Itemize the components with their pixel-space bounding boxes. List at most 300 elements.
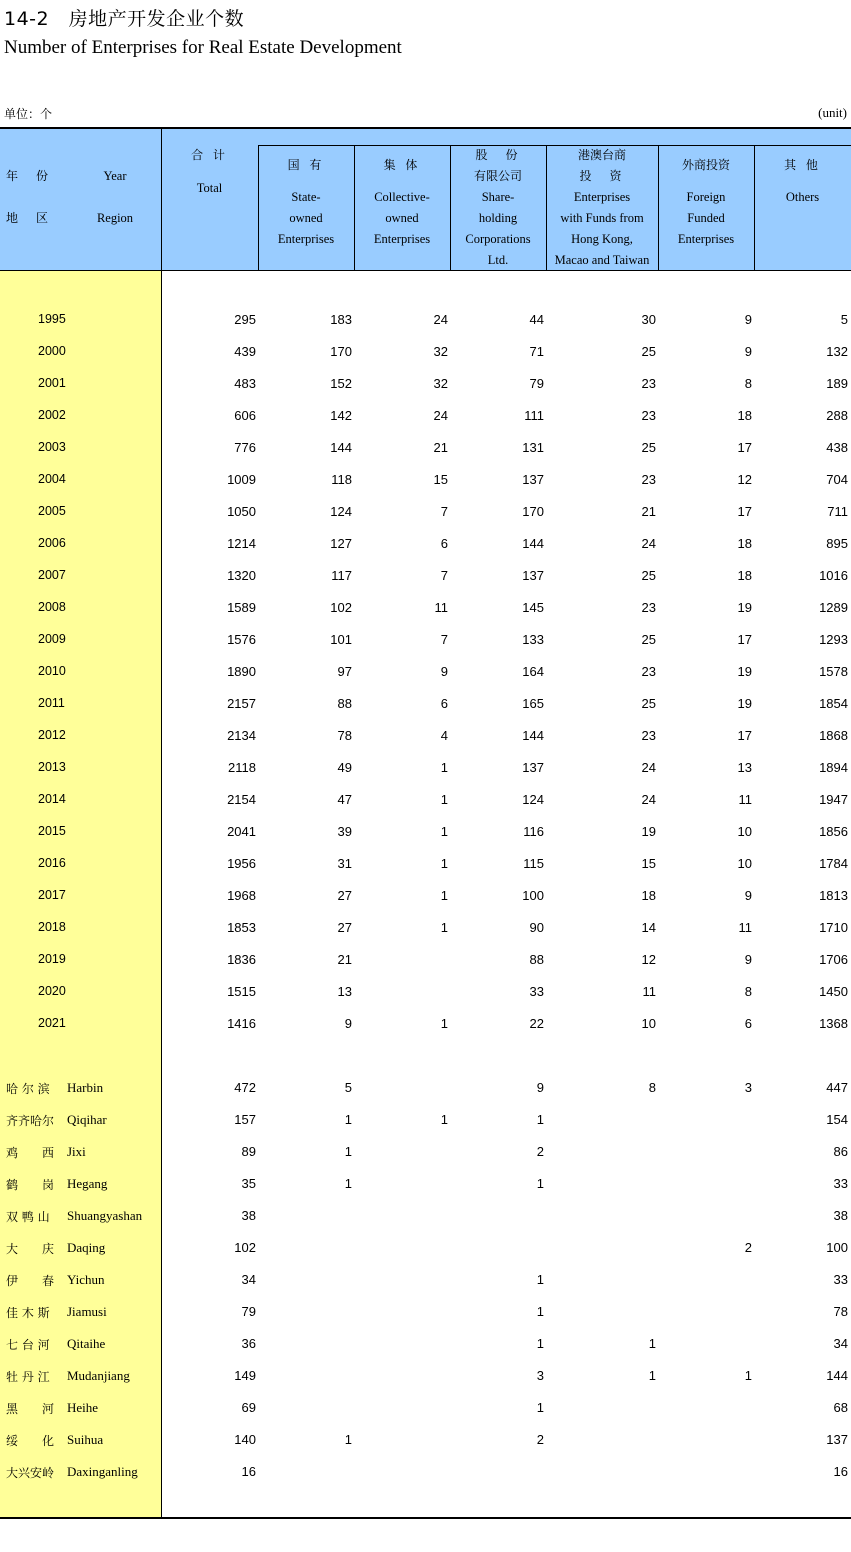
row-region-en: Daqing [67, 1240, 106, 1255]
table-title-cn: 14-2 房地产开发企业个数 [4, 8, 245, 30]
cell-foreign: 9 [744, 312, 752, 327]
row-year: 2019 [38, 952, 66, 966]
cell-foreign: 11 [738, 792, 752, 807]
table-row [0, 918, 851, 938]
cell-foreign: 10 [737, 856, 752, 871]
cell-others: 704 [826, 472, 848, 487]
column-header-state-cn: 国 有 [287, 158, 325, 172]
cell-others: 86 [833, 1144, 848, 1159]
table-row [0, 1142, 851, 1162]
table-row [0, 1110, 851, 1130]
cell-share: 100 [522, 888, 544, 903]
column-header-collective-cn: 集 体 [383, 158, 421, 172]
table-row [0, 886, 851, 906]
cell-state: 127 [330, 536, 352, 551]
cell-foreign: 9 [744, 344, 752, 359]
cell-state: 118 [331, 472, 352, 487]
cell-state: 78 [337, 728, 352, 743]
cell-collective: 24 [433, 408, 448, 423]
column-header-share-cn: 有限公司 [473, 169, 522, 183]
row-region-cn: 齐齐哈尔 [6, 1114, 55, 1128]
cell-state: 21 [337, 952, 352, 967]
cell-collective: 6 [440, 696, 448, 711]
cell-total: 1968 [227, 888, 256, 903]
cell-others: 1016 [819, 568, 848, 583]
row-year: 2004 [38, 472, 66, 486]
cell-others: 1293 [819, 632, 848, 647]
column-header-hkmt-en: Hong Kong, [571, 232, 633, 246]
column-header-collective-en: owned [385, 211, 419, 225]
cell-foreign: 2 [744, 1240, 752, 1255]
row-year: 2009 [38, 632, 66, 646]
cell-share: 145 [522, 600, 544, 615]
column-header-hkmt-en: Macao and Taiwan [554, 253, 650, 267]
cell-hkmt: 1 [648, 1368, 656, 1383]
cell-share: 111 [524, 408, 544, 423]
cell-foreign: 9 [744, 888, 752, 903]
cell-collective: 1 [440, 888, 448, 903]
cell-hkmt: 10 [641, 1016, 656, 1031]
cell-hkmt: 1 [648, 1336, 656, 1351]
cell-collective: 1 [440, 920, 448, 935]
stub-header-year-cn: 年 份 [6, 169, 52, 183]
table-bottom-rule [0, 1517, 851, 1519]
cell-foreign: 17 [737, 632, 752, 647]
row-region-cn: 大 庆 [6, 1242, 55, 1256]
cell-total: 1515 [227, 984, 256, 999]
table-row [0, 662, 851, 682]
cell-state: 88 [337, 696, 352, 711]
cell-collective: 9 [440, 664, 448, 679]
cell-share: 133 [522, 632, 544, 647]
cell-collective: 21 [433, 440, 448, 455]
cell-collective: 1 [440, 824, 448, 839]
row-region-en: Jiamusi [67, 1304, 107, 1319]
cell-total: 1576 [227, 632, 256, 647]
table-title-en: Number of Enterprises for Real Estate Development [4, 37, 402, 58]
cell-hkmt: 12 [641, 952, 656, 967]
unit-label-en: (unit) [818, 105, 847, 120]
table-row [0, 374, 851, 394]
column-header-collective-en: Enterprises [373, 232, 431, 246]
cell-others: 34 [833, 1336, 848, 1351]
table-row [0, 1238, 851, 1258]
cell-share: 1 [536, 1336, 544, 1351]
cell-state: 142 [330, 408, 352, 423]
cell-share: 124 [522, 792, 544, 807]
cell-others: 100 [826, 1240, 848, 1255]
column-header-share-en: Share- [481, 190, 515, 204]
cell-state: 102 [330, 600, 352, 615]
cell-foreign: 19 [737, 696, 752, 711]
cell-state: 124 [330, 504, 352, 519]
cell-state: 1 [344, 1144, 352, 1159]
column-header-state [258, 155, 354, 250]
cell-state: 170 [330, 344, 352, 359]
cell-hkmt: 24 [641, 792, 656, 807]
cell-others: 16 [833, 1464, 848, 1479]
cell-foreign: 19 [737, 600, 752, 615]
cell-state: 1 [344, 1432, 352, 1447]
cell-total: 1853 [227, 920, 256, 935]
table-row [0, 694, 851, 714]
row-region-cn: 鹤 岗 [6, 1178, 55, 1192]
cell-total: 2134 [227, 728, 256, 743]
cell-others: 189 [826, 376, 848, 391]
cell-share: 137 [522, 472, 544, 487]
table-row [0, 726, 851, 746]
table-row [0, 1334, 851, 1354]
row-year: 2014 [38, 792, 66, 806]
cell-total: 1214 [227, 536, 256, 551]
table-row [0, 470, 851, 490]
cell-foreign: 19 [737, 664, 752, 679]
table-row [0, 598, 851, 618]
cell-others: 1784 [819, 856, 848, 871]
cell-others: 1578 [819, 664, 848, 679]
row-region-cn: 哈 尔 滨 [6, 1082, 50, 1096]
row-region-en: Qiqihar [67, 1112, 107, 1127]
stub-header-year-en: Year [103, 169, 127, 183]
cell-share: 44 [529, 312, 544, 327]
cell-total: 16 [241, 1464, 256, 1479]
cell-total: 69 [241, 1400, 256, 1415]
cell-collective: 24 [433, 312, 448, 327]
cell-share: 71 [529, 344, 544, 359]
row-region-en: Jixi [67, 1144, 86, 1159]
column-header-hkmt-cn: 港澳台商 [577, 148, 626, 162]
table-row [0, 790, 851, 810]
cell-state: 183 [330, 312, 352, 327]
row-year: 1995 [38, 312, 66, 326]
cell-share: 2 [536, 1144, 544, 1159]
table-row [0, 1302, 851, 1322]
column-header-share-en: Corporations [465, 232, 531, 246]
cell-others: 1368 [819, 1016, 848, 1031]
column-header-share-en: Ltd. [487, 253, 509, 267]
row-year: 2007 [38, 568, 66, 582]
cell-collective: 32 [433, 344, 448, 359]
cell-hkmt: 25 [641, 344, 656, 359]
cell-foreign: 8 [744, 984, 752, 999]
cell-total: 2154 [227, 792, 256, 807]
cell-hkmt: 23 [641, 664, 656, 679]
cell-foreign: 8 [744, 376, 752, 391]
cell-foreign: 9 [744, 952, 752, 967]
table-row [0, 1014, 851, 1034]
cell-foreign: 13 [737, 760, 752, 775]
column-header-others-cn: 其 他 [784, 158, 821, 172]
cell-foreign: 10 [737, 824, 752, 839]
cell-share: 3 [536, 1368, 544, 1383]
cell-others: 1947 [819, 792, 848, 807]
table-row [0, 758, 851, 778]
cell-hkmt: 19 [641, 824, 656, 839]
cell-total: 1009 [227, 472, 256, 487]
row-year: 2003 [38, 440, 66, 454]
table-row [0, 1270, 851, 1290]
cell-state: 13 [337, 984, 352, 999]
cell-total: 149 [234, 1368, 256, 1383]
table-row [0, 822, 851, 842]
row-year: 2018 [38, 920, 66, 934]
cell-collective: 11 [434, 600, 448, 615]
cell-share: 22 [529, 1016, 544, 1031]
column-header-foreign [658, 155, 754, 250]
cell-hkmt: 18 [641, 888, 656, 903]
cell-total: 36 [241, 1336, 256, 1351]
cell-share: 116 [523, 824, 544, 839]
cell-share: 1 [536, 1400, 544, 1415]
cell-foreign: 17 [737, 440, 752, 455]
cell-share: 79 [529, 376, 544, 391]
table-row [0, 950, 851, 970]
cell-total: 483 [234, 376, 256, 391]
cell-collective: 7 [440, 632, 448, 647]
cell-hkmt: 23 [641, 728, 656, 743]
cell-others: 68 [833, 1400, 848, 1415]
table-row [0, 566, 851, 586]
column-header-others-en: Others [785, 190, 820, 204]
table-row [0, 438, 851, 458]
cell-total: 38 [241, 1208, 256, 1223]
row-year: 2016 [38, 856, 66, 870]
row-year: 2010 [38, 664, 66, 678]
column-header-state-en: Enterprises [277, 232, 335, 246]
cell-total: 295 [234, 312, 256, 327]
column-header-share-en: holding [478, 211, 518, 225]
cell-state: 101 [330, 632, 352, 647]
column-header-foreign-en: Foreign [686, 190, 726, 204]
cell-others: 1710 [819, 920, 848, 935]
cell-total: 439 [234, 344, 256, 359]
cell-share: 90 [529, 920, 544, 935]
cell-total: 140 [234, 1432, 256, 1447]
cell-foreign: 17 [737, 728, 752, 743]
column-header-hkmt-cn: 投 资 [579, 169, 625, 183]
table-row [0, 1206, 851, 1226]
cell-foreign: 6 [744, 1016, 752, 1031]
cell-share: 1 [536, 1304, 544, 1319]
cell-foreign: 17 [737, 504, 752, 519]
cell-state: 27 [337, 920, 352, 935]
column-header-total-en: Total [196, 181, 223, 195]
table-row [0, 534, 851, 554]
row-region-cn: 佳 木 斯 [6, 1306, 50, 1320]
row-region-cn: 黑 河 [6, 1402, 55, 1416]
row-region-en: Daxinganling [67, 1464, 138, 1479]
cell-share: 1 [536, 1176, 544, 1191]
cell-state: 1 [344, 1112, 352, 1127]
row-region-en: Qitaihe [67, 1336, 106, 1351]
cell-collective: 15 [433, 472, 448, 487]
cell-others: 38 [833, 1208, 848, 1223]
cell-state: 152 [330, 376, 352, 391]
column-header-share-cn: 股 份 [475, 148, 521, 162]
cell-others: 895 [826, 536, 848, 551]
cell-total: 2118 [228, 760, 256, 775]
cell-hkmt: 15 [641, 856, 656, 871]
cell-collective: 6 [440, 536, 448, 551]
cell-hkmt: 25 [641, 568, 656, 583]
row-region-en: Suihua [67, 1432, 104, 1447]
cell-state: 31 [337, 856, 352, 871]
cell-share: 1 [536, 1112, 544, 1127]
cell-foreign: 11 [738, 920, 752, 935]
cell-others: 33 [833, 1176, 848, 1191]
column-header-foreign-en: Funded [687, 211, 725, 225]
column-header-foreign-en: Enterprises [677, 232, 735, 246]
cell-others: 1854 [819, 696, 848, 711]
cell-total: 2157 [227, 696, 256, 711]
cell-total: 776 [234, 440, 256, 455]
row-year: 2008 [38, 600, 66, 614]
row-year: 2013 [38, 760, 66, 774]
column-header-collective-en: Collective- [374, 190, 430, 204]
cell-hkmt: 23 [641, 600, 656, 615]
column-header-state-en: owned [289, 211, 323, 225]
cell-hkmt: 30 [641, 312, 656, 327]
cell-hkmt: 11 [642, 984, 656, 999]
cell-foreign: 18 [737, 536, 752, 551]
table-row [0, 502, 851, 522]
row-year: 2017 [38, 888, 66, 902]
cell-collective: 1 [440, 1016, 448, 1031]
cell-total: 2041 [227, 824, 256, 839]
table-row [0, 1430, 851, 1450]
cell-share: 33 [529, 984, 544, 999]
table-row [0, 982, 851, 1002]
cell-others: 711 [827, 504, 848, 519]
cell-share: 131 [522, 440, 544, 455]
cell-foreign: 1 [744, 1368, 752, 1383]
cell-others: 1868 [819, 728, 848, 743]
cell-others: 1894 [819, 760, 848, 775]
row-region-en: Mudanjiang [67, 1368, 130, 1383]
cell-others: 144 [826, 1368, 848, 1383]
header-bottom-rule [0, 270, 851, 271]
table-row [0, 1078, 851, 1098]
cell-state: 27 [337, 888, 352, 903]
cell-collective: 1 [440, 1112, 448, 1127]
cell-others: 1289 [819, 600, 848, 615]
row-region-en: Heihe [67, 1400, 99, 1415]
row-year: 2021 [38, 1016, 66, 1030]
cell-share: 144 [522, 728, 544, 743]
cell-share: 170 [522, 504, 544, 519]
table-row [0, 854, 851, 874]
cell-total: 1836 [227, 952, 256, 967]
cell-total: 1589 [227, 600, 256, 615]
cell-total: 1956 [227, 856, 256, 871]
cell-state: 39 [337, 824, 352, 839]
row-year: 2000 [38, 344, 66, 358]
column-header-total [161, 145, 258, 199]
cell-total: 157 [234, 1112, 256, 1127]
cell-collective: 1 [440, 760, 448, 775]
table-row [0, 1174, 851, 1194]
cell-others: 288 [826, 408, 848, 423]
cell-share: 1 [536, 1272, 544, 1287]
cell-collective: 1 [440, 792, 448, 807]
column-header-state-en: State- [291, 190, 321, 204]
cell-hkmt: 24 [641, 760, 656, 775]
cell-state: 5 [344, 1080, 352, 1095]
cell-hkmt: 23 [641, 408, 656, 423]
row-region-cn: 绥 化 [6, 1434, 55, 1448]
cell-others: 1813 [819, 888, 848, 903]
row-region-cn: 牡 丹 江 [6, 1370, 50, 1384]
cell-collective: 32 [433, 376, 448, 391]
row-region-en: Shuangyashan [67, 1208, 143, 1223]
cell-total: 35 [241, 1176, 256, 1191]
cell-share: 137 [522, 760, 544, 775]
cell-share: 165 [522, 696, 544, 711]
cell-others: 132 [826, 344, 848, 359]
cell-foreign: 12 [737, 472, 752, 487]
row-region-en: Harbin [67, 1080, 104, 1095]
row-year: 2012 [38, 728, 66, 742]
column-header-hkmt-en: Enterprises [573, 190, 631, 204]
row-year: 2020 [38, 984, 66, 998]
column-header-hkmt-en: with Funds from [560, 211, 644, 225]
cell-hkmt: 24 [641, 536, 656, 551]
row-region-en: Yichun [67, 1272, 105, 1287]
cell-total: 1050 [227, 504, 256, 519]
table-row [0, 630, 851, 650]
cell-share: 137 [522, 568, 544, 583]
cell-total: 89 [241, 1144, 256, 1159]
cell-others: 1450 [819, 984, 848, 999]
cell-collective: 1 [440, 856, 448, 871]
cell-state: 144 [330, 440, 352, 455]
cell-foreign: 18 [737, 408, 752, 423]
cell-state: 117 [331, 568, 352, 583]
cell-hkmt: 25 [641, 440, 656, 455]
cell-hkmt: 14 [641, 920, 656, 935]
cell-others: 78 [833, 1304, 848, 1319]
cell-collective: 7 [440, 568, 448, 583]
cell-others: 1856 [819, 824, 848, 839]
cell-total: 606 [234, 408, 256, 423]
cell-total: 472 [234, 1080, 256, 1095]
cell-total: 1890 [227, 664, 256, 679]
cell-total: 34 [241, 1272, 256, 1287]
cell-total: 1320 [227, 568, 256, 583]
cell-hkmt: 23 [641, 376, 656, 391]
cell-hkmt: 25 [641, 632, 656, 647]
cell-others: 33 [833, 1272, 848, 1287]
cell-state: 97 [337, 664, 352, 679]
cell-others: 137 [826, 1432, 848, 1447]
cell-hkmt: 23 [641, 472, 656, 487]
row-year: 2006 [38, 536, 66, 550]
row-region-cn: 大兴安岭 [6, 1466, 55, 1480]
cell-hkmt: 21 [641, 504, 656, 519]
row-region-cn: 伊 春 [6, 1274, 55, 1288]
stub-header-region-cn: 地 区 [6, 211, 52, 225]
cell-collective: 7 [440, 504, 448, 519]
cell-total: 1416 [227, 1016, 256, 1031]
cell-share: 88 [529, 952, 544, 967]
column-header-collective [354, 155, 450, 250]
stub-header-region-en: Region [96, 211, 134, 225]
row-region-en: Hegang [67, 1176, 108, 1191]
cell-state: 49 [337, 760, 352, 775]
column-header-hkmt [546, 145, 658, 271]
cell-hkmt: 8 [648, 1080, 656, 1095]
row-year: 2015 [38, 824, 66, 838]
